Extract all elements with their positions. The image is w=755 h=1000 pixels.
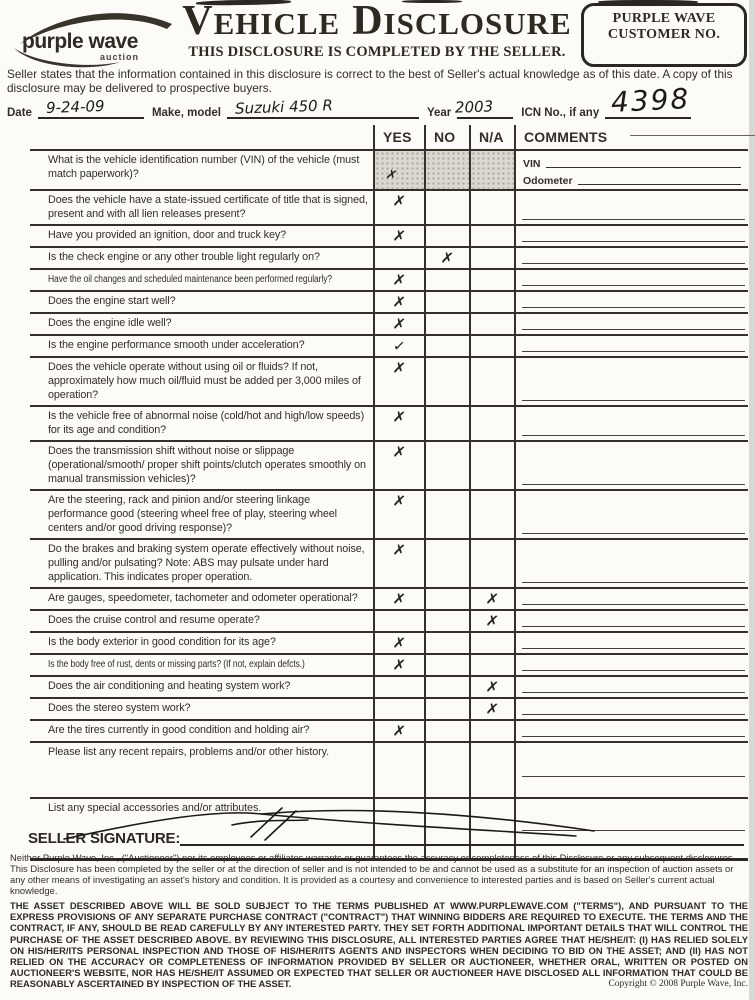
question-text: Do the brakes and braking system operate effectively without noise, pulling and/or pulsating? Note: ABS may pulsate under hard application. This indicates proper operation. bbox=[48, 543, 365, 583]
write-line bbox=[522, 670, 745, 671]
purple-wave-logo bbox=[8, 6, 180, 68]
copyright-notice: Copyright © 2008 Purple Wave, Inc. bbox=[608, 978, 748, 989]
comment-field bbox=[519, 170, 745, 187]
yes-cell bbox=[373, 589, 424, 609]
no-cell bbox=[424, 442, 469, 489]
question-cell bbox=[30, 589, 373, 609]
question-cell bbox=[30, 633, 373, 653]
yes-cell bbox=[373, 491, 424, 538]
x-mark-icon: ✗ bbox=[392, 633, 408, 653]
no-cell bbox=[424, 677, 469, 697]
question-cell bbox=[30, 292, 373, 312]
seller-signature-scribble bbox=[56, 805, 601, 847]
no-cell bbox=[424, 151, 469, 189]
yes-cell bbox=[373, 721, 424, 741]
no-cell bbox=[424, 191, 469, 224]
table-row bbox=[30, 609, 748, 631]
table-row bbox=[30, 741, 748, 797]
comments-cell bbox=[514, 191, 748, 224]
write-line bbox=[522, 692, 745, 693]
yes-cell bbox=[373, 314, 424, 334]
write-line bbox=[522, 351, 745, 352]
write-line bbox=[522, 582, 745, 583]
yes-column-header: YES bbox=[373, 125, 424, 149]
comments-cell bbox=[514, 336, 748, 356]
seller-signature-row bbox=[28, 821, 748, 849]
question-cell bbox=[30, 677, 373, 697]
comments-cell bbox=[514, 442, 748, 489]
yes-cell bbox=[373, 191, 424, 224]
no-cell bbox=[424, 633, 469, 653]
no-cell bbox=[424, 655, 469, 675]
x-mark-icon: ✗ bbox=[392, 191, 408, 211]
x-mark-icon: ✗ bbox=[392, 314, 408, 334]
no-cell bbox=[424, 248, 469, 268]
scan-edge-artifact bbox=[749, 0, 755, 1000]
question-cell bbox=[30, 191, 373, 224]
question-text: Are gauges, speedometer, tachometer and odometer operational? bbox=[48, 592, 358, 604]
question-cell bbox=[30, 743, 373, 797]
write-line bbox=[522, 219, 745, 220]
yes-cell bbox=[373, 611, 424, 631]
comment-field-label: VIN bbox=[523, 158, 541, 170]
comments-cell bbox=[514, 314, 748, 334]
yes-cell bbox=[373, 442, 424, 489]
write-line bbox=[522, 484, 745, 485]
question-cell bbox=[30, 151, 373, 189]
question-text: Is the body free of rust, dents or missing parts? (If not, explain defcts.) bbox=[48, 659, 305, 670]
comments-cell bbox=[514, 540, 748, 587]
no-cell bbox=[424, 611, 469, 631]
write-line bbox=[522, 435, 745, 436]
question-cell bbox=[30, 358, 373, 405]
question-text: Does the engine start well? bbox=[48, 295, 176, 307]
na-cell bbox=[469, 743, 514, 797]
comments-cell bbox=[514, 633, 748, 653]
comment-field-label: Odometer bbox=[523, 175, 573, 187]
write-line bbox=[522, 533, 745, 534]
question-cell bbox=[30, 314, 373, 334]
no-cell bbox=[424, 358, 469, 405]
table-row bbox=[30, 675, 748, 697]
comments-cell bbox=[514, 699, 748, 719]
comment-field bbox=[519, 153, 745, 170]
table-row bbox=[30, 538, 748, 587]
na-cell bbox=[469, 633, 514, 653]
x-mark-icon: ✗ bbox=[485, 589, 501, 609]
table-row bbox=[30, 268, 748, 290]
yes-cell bbox=[373, 292, 424, 312]
no-cell bbox=[424, 699, 469, 719]
yes-cell bbox=[373, 358, 424, 405]
x-mark-icon: ✗ bbox=[392, 589, 408, 609]
question-text: Is the check engine or any other trouble light regularly on? bbox=[48, 251, 320, 263]
icn-field bbox=[605, 81, 692, 120]
write-line bbox=[522, 263, 745, 264]
question-cell bbox=[30, 540, 373, 587]
na-cell bbox=[469, 721, 514, 741]
x-mark-icon: ✗ bbox=[392, 270, 408, 290]
comments-cell bbox=[514, 743, 748, 797]
question-text: Is the vehicle free of abnormal noise (cold/hot and high/low speeds) for its age and condition? bbox=[48, 410, 365, 436]
question-text: Does the vehicle have a state-issued certificate of title that is signed, present and with all lien releases present? bbox=[48, 194, 368, 220]
no-cell bbox=[424, 721, 469, 741]
question-text: Does the air conditioning and heating system work? bbox=[48, 680, 291, 692]
question-text: Does the cruise control and resume operate? bbox=[48, 614, 260, 626]
na-cell bbox=[469, 442, 514, 489]
question-text: Have you provided an ignition, door and truck key? bbox=[48, 229, 287, 241]
na-cell bbox=[469, 491, 514, 538]
x-mark-icon: ✗ bbox=[392, 358, 408, 378]
comments-cell bbox=[514, 407, 748, 440]
question-cell bbox=[30, 721, 373, 741]
no-cell bbox=[424, 336, 469, 356]
table-row bbox=[30, 489, 748, 538]
question-cell bbox=[30, 407, 373, 440]
logo-wordmark: purple wave bbox=[22, 30, 138, 53]
x-mark-icon: ✗ bbox=[392, 721, 408, 741]
table-row bbox=[30, 440, 748, 489]
write-line bbox=[522, 604, 745, 605]
question-column-header bbox=[30, 125, 373, 149]
na-cell bbox=[469, 314, 514, 334]
question-cell bbox=[30, 699, 373, 719]
table-row bbox=[30, 246, 748, 268]
disclosure-table bbox=[30, 125, 748, 861]
x-mark-icon: ✗ bbox=[392, 292, 408, 312]
write-line bbox=[522, 241, 745, 242]
comments-cell bbox=[514, 270, 748, 290]
question-text: Does the stereo system work? bbox=[48, 702, 191, 714]
question-cell bbox=[30, 491, 373, 538]
x-mark-icon: ✗ bbox=[384, 166, 399, 185]
comments-column-header: COMMENTS bbox=[514, 125, 748, 149]
intro-text: Seller states that the information contained in this disclosure is correct to the best of Seller's actual knowledge as of this date. A copy of this disclosure may be delivered to prospective buyers. bbox=[7, 67, 733, 95]
comments-cell bbox=[514, 491, 748, 538]
question-cell bbox=[30, 336, 373, 356]
na-cell bbox=[469, 699, 514, 719]
comments-cell bbox=[514, 358, 748, 405]
page-title: VEHICLE DISCLOSURE bbox=[182, 0, 572, 44]
table-row bbox=[30, 405, 748, 440]
header-rule-line bbox=[630, 135, 755, 136]
question-text: List any special accessories and/or attributes. bbox=[48, 802, 262, 814]
comments-cell bbox=[514, 248, 748, 268]
x-mark-icon: ✗ bbox=[392, 226, 408, 246]
question-text: Have the oil changes and scheduled maintenance been performed regularly? bbox=[48, 274, 333, 285]
question-text: Does the transmission shift without noise or slippage (operational/smooth/ proper shift points/clutch operates smoothly on manual transmission vehicles)? bbox=[48, 445, 366, 485]
table-row bbox=[30, 587, 748, 609]
legal-paragraph-1: Neither Purple Wave, Inc., ("Auctioneer") nor its employees or affiliates warrants or guarantees the accuracy or completeness of this Disclosure or any subsequent disclosures. This Disclosure has been completed by the seller or at the direction of seller and is not intended to be and cannot be used as a substitute for an inspection of auction assets or any other means of investigating an asset's history and condition. It is provided as a courtesy and convenience to interested parties and is based on Seller's current actual knowledge. bbox=[10, 852, 736, 896]
make-model-field bbox=[227, 96, 419, 119]
x-mark-icon: ✗ bbox=[392, 540, 408, 560]
na-cell bbox=[469, 226, 514, 246]
yes-cell bbox=[373, 336, 424, 356]
customer-number-box: PURPLE WAVE CUSTOMER NO. bbox=[581, 3, 747, 67]
write-line bbox=[522, 776, 745, 777]
yes-cell bbox=[373, 540, 424, 587]
question-text: Please list any recent repairs, problems and/or other history. bbox=[48, 746, 330, 758]
question-text: Does the engine idle well? bbox=[48, 317, 172, 329]
no-cell bbox=[424, 292, 469, 312]
make-model-value: Suzuki 450 R bbox=[234, 96, 334, 118]
write-line bbox=[522, 285, 745, 286]
form-subtitle: THIS DISCLOSURE IS COMPLETED BY THE SELLER. bbox=[188, 44, 566, 60]
yes-cell bbox=[373, 743, 424, 797]
x-mark-icon: ✗ bbox=[485, 677, 501, 697]
yes-cell bbox=[373, 270, 424, 290]
year-field bbox=[454, 97, 513, 119]
na-cell bbox=[469, 292, 514, 312]
comments-cell bbox=[514, 655, 748, 675]
no-cell bbox=[424, 407, 469, 440]
na-cell bbox=[469, 151, 514, 189]
na-cell bbox=[469, 270, 514, 290]
x-mark-icon: ✗ bbox=[485, 611, 501, 631]
no-cell bbox=[424, 226, 469, 246]
legal-text-block bbox=[10, 852, 748, 989]
na-cell bbox=[469, 655, 514, 675]
no-cell bbox=[424, 743, 469, 797]
write-line bbox=[522, 626, 745, 627]
na-cell bbox=[469, 611, 514, 631]
write-line bbox=[522, 400, 745, 401]
icn-label: ICN No., if any bbox=[521, 107, 600, 119]
title-block bbox=[182, 2, 572, 61]
question-cell bbox=[30, 226, 373, 246]
table-row bbox=[30, 312, 748, 334]
na-cell bbox=[469, 336, 514, 356]
na-cell bbox=[469, 358, 514, 405]
x-mark-icon: ✗ bbox=[392, 442, 408, 462]
comments-cell bbox=[514, 589, 748, 609]
comments-cell bbox=[514, 677, 748, 697]
table-row bbox=[30, 631, 748, 653]
table-row bbox=[30, 189, 748, 224]
yes-cell bbox=[373, 407, 424, 440]
date-label: Date bbox=[7, 107, 32, 119]
na-cell bbox=[469, 407, 514, 440]
year-label: Year bbox=[426, 107, 452, 119]
question-cell bbox=[30, 248, 373, 268]
no-cell bbox=[424, 314, 469, 334]
question-cell bbox=[30, 442, 373, 489]
no-column-header: NO bbox=[424, 125, 469, 149]
na-cell bbox=[469, 191, 514, 224]
comments-cell bbox=[514, 151, 748, 189]
no-cell bbox=[424, 491, 469, 538]
table-row bbox=[30, 334, 748, 356]
table-row bbox=[30, 697, 748, 719]
yes-cell bbox=[373, 677, 424, 697]
question-text: Are the steering, rack and pinion and/or steering linkage performance good (steering wheel free of play, steering wheel centers and/or good driving response)? bbox=[48, 494, 337, 534]
question-cell bbox=[30, 655, 373, 675]
x-mark-icon: ✗ bbox=[485, 699, 501, 719]
make-model-label: Make, model bbox=[151, 107, 221, 119]
comments-cell bbox=[514, 721, 748, 741]
write-line bbox=[522, 714, 745, 715]
question-text: Is the engine performance smooth under acceleration? bbox=[48, 339, 305, 351]
comments-cell bbox=[514, 611, 748, 631]
write-line bbox=[522, 736, 745, 737]
yes-cell bbox=[373, 699, 424, 719]
write-line bbox=[522, 329, 745, 330]
question-text: What is the vehicle identification number (VIN) of the vehicle (must match paperwork)? bbox=[48, 154, 360, 180]
yes-cell bbox=[373, 655, 424, 675]
logo-auction-label: auction bbox=[100, 52, 140, 62]
x-mark-icon: ✗ bbox=[392, 491, 408, 511]
x-mark-icon: ✗ bbox=[392, 655, 408, 675]
check-mark-icon: ✓ bbox=[392, 336, 408, 356]
table-header-row bbox=[30, 125, 748, 149]
legal-paragraph-2: THE ASSET DESCRIBED ABOVE WILL BE SOLD SUBJECT TO THE TERMS PUBLISHED AT WWW.PURPLEWAVE.COM ("TERMS"), AND PURSUANT TO THE EXPRESS PROVISIONS OF ANY SEPARATE PURCHASE CONTRACT ("CONTRACT") THAT WINNING BIDDERS ARE REQUIRED TO EXECUTE. THE TERMS AND THE CONTRACT, IF ANY, SHOULD BE READ CAREFULLY BY ANY INTERESTED PARTY. THEY SET FORTH ADDITIONAL IMPORTANT DETAILS THAT WILL CONTROL THE PURCHASE OF THE ASSET DESCRIBED ABOVE. BY REVIEWING THIS DISCLOSURE, ALL INTERESTED PARTIES AGREE THAT HE/SHE/IT: (I) HAS RELIED SOLELY ON HIS/HER/ITS PERSONAL INSPECTION AND THOSE OF HIS/HER/ITS AGENTS AND INSPECTORS WHEN DECIDING TO BID ON THE ASSET; AND (II) HAS NOT RELIED ON THE ACCURACY OR COMPLETENESS OF INFORMATION PROVIDED BY SELLER OR AUCTIONEER, WHETHER ORAL, WRITTEN OR POSTED ON AUCTIONEER'S WEBSITE, NOR HAS HE/SHE/IT ASSUMED OR EXPECTED THAT SELLER OR AUCTIONEER HAVE DISCLOSED ALL INFORMATION THAT COULD BE REASONABLY ASCERTAINED BY INSPECTION OF THE ASSET. bbox=[10, 900, 748, 990]
no-cell bbox=[424, 270, 469, 290]
date-value: 9-24-09 bbox=[45, 96, 105, 118]
table-row bbox=[30, 356, 748, 405]
yes-cell bbox=[373, 248, 424, 268]
write-line bbox=[522, 307, 745, 308]
na-cell bbox=[469, 677, 514, 697]
comments-cell bbox=[514, 292, 748, 312]
write-line bbox=[578, 184, 741, 185]
table-row bbox=[30, 149, 748, 189]
table-row bbox=[30, 224, 748, 246]
year-value: 2003 bbox=[454, 97, 494, 117]
write-line bbox=[546, 167, 741, 168]
yes-cell bbox=[373, 226, 424, 246]
question-cell bbox=[30, 270, 373, 290]
seller-signature-label: SELLER SIGNATURE: bbox=[28, 830, 181, 847]
no-cell bbox=[424, 589, 469, 609]
table-row bbox=[30, 653, 748, 675]
yes-cell bbox=[373, 633, 424, 653]
x-mark-icon: ✗ bbox=[440, 248, 456, 268]
table-row bbox=[30, 719, 748, 741]
question-text: Is the body exterior in good condition for its age? bbox=[48, 636, 276, 648]
table-body bbox=[30, 149, 748, 861]
na-column-header: N/A bbox=[469, 125, 514, 149]
no-cell bbox=[424, 540, 469, 587]
icn-value: 4398 bbox=[610, 81, 692, 120]
question-text: Are the tires currently in good condition and holding air? bbox=[48, 724, 310, 736]
x-mark-icon: ✗ bbox=[392, 407, 408, 427]
question-text: Does the vehicle operate without using oil or fluids? If not, approximately how much oil/fluid must be added per 3,000 miles of operation? bbox=[48, 361, 361, 401]
comments-cell bbox=[514, 226, 748, 246]
na-cell bbox=[469, 540, 514, 587]
yes-cell bbox=[373, 151, 424, 189]
table-row bbox=[30, 290, 748, 312]
na-cell bbox=[469, 248, 514, 268]
question-cell bbox=[30, 611, 373, 631]
date-field bbox=[38, 96, 144, 119]
na-cell bbox=[469, 589, 514, 609]
write-line bbox=[522, 648, 745, 649]
